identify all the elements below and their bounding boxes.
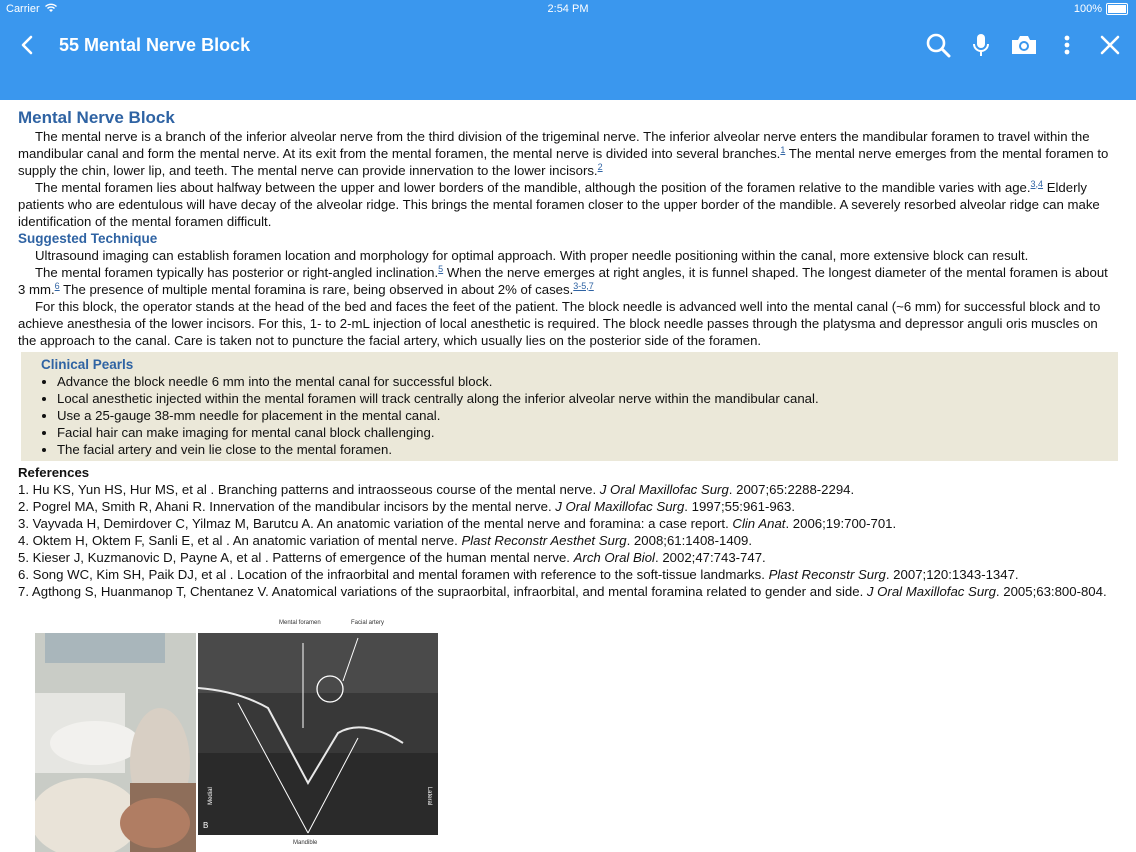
- ref-text: . 2008;61:1408-1409.: [626, 533, 753, 548]
- ref-journal: Arch Oral Biol: [573, 550, 655, 565]
- more-options-icon[interactable]: [1052, 32, 1081, 58]
- reference-link[interactable]: 3-5,7: [573, 280, 594, 291]
- list-item: • Use a 25-gauge 38-mm needle for placement in the mental canal.: [57, 407, 1118, 424]
- list-item: • Local anesthetic injected within the mental foramen will track centrally along the inferior alveolar nerve within the mandibular canal.: [57, 390, 1118, 407]
- label-facial-artery: Facial artery: [351, 620, 385, 626]
- label-mental-foramen: Mental foramen: [279, 620, 321, 626]
- label-lateral: Lateral: [426, 786, 433, 806]
- microphone-icon[interactable]: [966, 32, 995, 58]
- article-content: [18, 108, 1118, 600]
- reference-item: [18, 498, 1118, 515]
- ref-journal: Plast Reconstr Surg: [768, 567, 886, 582]
- list-item: • Advance the block needle 6 mm into the mental canal for successful block.: [57, 373, 1118, 390]
- ref-text: . 2005;63:800-804.: [995, 584, 1107, 599]
- ref-text: 7. Agthong S, Huanmanop T, Chentanez V. Anatomical variations of the supraorbital, infraorbital, and mental foramina related to gender and side.: [18, 584, 867, 599]
- reference-link[interactable]: 2: [597, 161, 603, 172]
- intro-paragraph-2: [18, 179, 1118, 230]
- reference-item: [18, 481, 1118, 498]
- ref-journal: Plast Reconstr Aesthet Surg: [461, 533, 627, 548]
- list-item: • Facial hair can make imaging for mental canal block challenging.: [57, 424, 1118, 441]
- ref-journal: Clin Anat: [732, 516, 786, 531]
- label-medial: Medial: [207, 787, 214, 805]
- ref-journal: J Oral Maxillofac Surg: [599, 482, 729, 497]
- nav-bar: [0, 18, 1136, 100]
- ref-journal: J Oral Maxillofac Surg: [555, 499, 685, 514]
- page-title: 55 Mental Nerve Block: [59, 35, 251, 55]
- reference-item: [18, 532, 1118, 549]
- close-icon[interactable]: [1095, 32, 1124, 58]
- ref-text: . 1997;55:961-963.: [684, 499, 796, 514]
- list-item: • The facial artery and vein lie close to the mental foramen.: [57, 441, 1118, 458]
- technique-paragraph-3: For this block, the operator stands at the head of the bed and faces the feet of the patient. The block needle is advanced well into the mental canal (~6 mm) for successful block and to achieve anesthesia of the lower incisors. For this, 1- to 2-mL injection of local anesthetic is required. The block needle passes through the platysma and depressor anguli oris muscles on the approach to the canal. Care is taken not to puncture the facial artery, which usually lies on the posterior side of the foramen.: [18, 299, 1101, 348]
- references-list: [18, 481, 1118, 600]
- ref-journal: J Oral Maxillofac Surg: [866, 584, 996, 599]
- battery-percent: 100%: [1073, 3, 1102, 15]
- procedure-photo: [35, 633, 196, 852]
- article-title: Mental Nerve Block: [18, 108, 175, 127]
- clinical-pearls-list: [41, 373, 1118, 458]
- text-segment: The mental foramen typically has posterior or right-angled inclination.: [35, 265, 439, 280]
- ultrasound-image: [198, 633, 438, 835]
- ref-text: 2. Pogrel MA, Smith R, Ahani R. Innervation of the mandibular incisors by the mental nerve.: [18, 499, 556, 514]
- ref-text: . 2007;120:1343-1347.: [885, 567, 1019, 582]
- clinical-pearls-box: [21, 352, 1118, 461]
- panel-label: B: [203, 821, 209, 830]
- ref-text: 6. Song WC, Kim SH, Paik DJ, et al . Location of the infraorbital and mental foramen with reference to the soft-tissue landmarks.: [18, 567, 769, 582]
- intro-paragraph-1: [18, 128, 1118, 179]
- ref-text: 3. Vayvada H, Demirdover C, Yilmaz M, Barutcu A. An anatomic variation of the mental nerve and foramina: a case report.: [18, 516, 733, 531]
- ref-text: 1. Hu KS, Yun HS, Hur MS, et al . Branching patterns and intraosseous course of the mental nerve.: [18, 482, 600, 497]
- reference-item: [18, 566, 1118, 583]
- search-icon[interactable]: [923, 32, 952, 58]
- text-segment: The mental nerve is a branch of the inferior alveolar nerve from the third division of the trigeminal nerve. The inferior alveolar nerve enters the mandibular foramen to travel within the mandibular canal and form the mental nerve. At its exit from the mental foramen, the mental nerve is divided into several branches.: [18, 129, 1090, 161]
- technique-paragraph-1: Ultrasound imaging can establish foramen location and morphology for optimal approach. With proper needle positioning within the canal, more extensive block can result.: [35, 248, 1029, 263]
- carrier-label: Carrier: [6, 3, 40, 15]
- reference-link[interactable]: 6: [54, 280, 60, 291]
- reference-item: [18, 549, 1118, 566]
- references-heading: References: [18, 465, 90, 480]
- status-time: 2:54 PM: [547, 3, 589, 15]
- ref-text: . 2007;65:2288-2294.: [728, 482, 855, 497]
- text-segment: The mental foramen lies about halfway between the upper and lower borders of the mandible, although the position of the foramen relative to the mandible varies with age.: [35, 180, 1031, 195]
- nav-actions: [923, 32, 1124, 58]
- battery-indicator: [1074, 3, 1128, 15]
- ref-text: 5. Kieser J, Kuzmanovic D, Payne A, et al . Patterns of emergence of the human mental nerve.: [18, 550, 574, 565]
- status-bar: [0, 0, 1136, 18]
- text-segment: When the nerve emerges at right angles, it is funnel shaped. The longest diameter of the mental foramen is about 3 mm.: [18, 265, 1108, 297]
- reference-item: [18, 583, 1118, 600]
- ultrasound-figure: [35, 620, 438, 852]
- back-chevron-icon[interactable]: [17, 34, 39, 56]
- camera-icon[interactable]: [1009, 32, 1038, 58]
- reference-link[interactable]: 1: [780, 144, 786, 155]
- text-segment: The mental nerve emerges from the mental foramen to supply the chin, lower lip, and teeth. The mental nerve can provide innervation to the lower incisors.: [18, 146, 1109, 178]
- reference-link[interactable]: 3,4: [1030, 178, 1044, 189]
- ref-text: 4. Oktem H, Oktem F, Sanli E, et al . An anatomic variation of mental nerve.: [18, 533, 462, 548]
- technique-paragraph-2: [18, 264, 1118, 298]
- text-segment: The presence of multiple mental foramina is rare, being observed in about 2% of cases.: [59, 282, 574, 297]
- ref-text: . 2006;19:700-701.: [785, 516, 897, 531]
- battery-icon: [1106, 3, 1128, 15]
- label-mandible: Mandible: [293, 840, 318, 846]
- clinical-pearls-heading: Clinical Pearls: [41, 357, 134, 372]
- reference-item: [18, 515, 1118, 532]
- technique-heading: Suggested Technique: [18, 231, 158, 246]
- text-segment: Elderly patients who are edentulous will have decay of the alveolar ridge. This brings the mental foramen closer to the upper border of the mandible. A severely resorbed alveolar ridge can make identification of the mental foramen difficult.: [18, 180, 1100, 229]
- reference-link[interactable]: 5: [438, 263, 444, 274]
- ref-text: . 2002;47:743-747.: [655, 550, 766, 565]
